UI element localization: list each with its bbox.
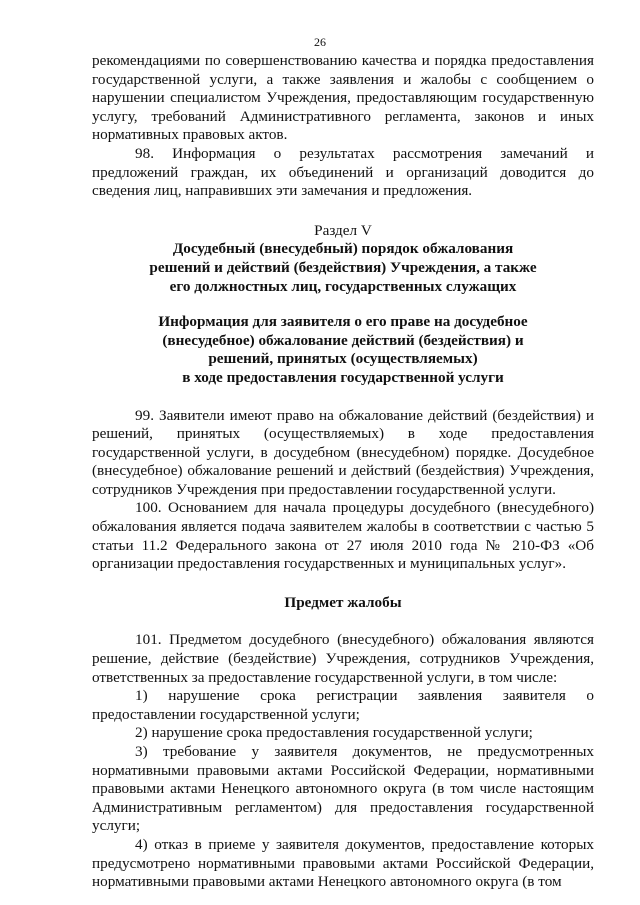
intro-paragraph: рекомендациями по совершенствованию качества и порядка предоставления государственной услуги, а также заявления и жалобы с сообщением о нарушении специалистом Учреждения, предоставляющим государственную услугу, требований Административного регламента, законов и иных нормативных правовых актов. bbox=[92, 52, 594, 144]
list-item-3: 3) требование у заявителя документов, не предусмотренных нормативными правовыми актами Российской Федерации, нормативными правовыми актами Ненецкого автономного округа (в том числе настоящим Административным регламентом) для предоставления государственной услуги; bbox=[92, 743, 594, 835]
paragraph-98: 98. Информация о результатах рассмотрения замечаний и предложений граждан, их объединений и организаций доводится до сведения лиц, направивших эти замечания и предложения. bbox=[92, 144, 594, 200]
subsection-heading bbox=[92, 313, 594, 387]
section-title-line-1: Досудебный (внесудебный) порядок обжалования bbox=[172, 240, 514, 258]
subsection-title-line-4: в ходе предоставления государственной услуги bbox=[182, 368, 504, 386]
paragraph-99: 99. Заявители имеют право на обжалование действий (бездействия) и решений, принятых (осуществляемых) в ходе предоставления государственной услуги, в досудебном (внесудебном) порядке. Досудебное (внесудебное) обжалование решений и действий (бездействия) Учреждения, сотрудников Учреждения при предоставлении государственной услуги. bbox=[92, 406, 594, 498]
list-item-4: 4) отказ в приеме у заявителя документов, предоставление которых предусмотрено нормативными правовыми актами Российской Федерации, нормативными правовыми актами Ненецкого автономного округа (в том bbox=[92, 835, 594, 891]
list-item-1: 1) нарушение срока регистрации заявления заявителя о предоставлении государственной услуги; bbox=[92, 687, 594, 723]
list-item-2: 2) нарушение срока предоставления государственной услуги; bbox=[135, 724, 533, 742]
section-title-line-3: его должностных лиц, государственных служащих bbox=[169, 277, 517, 295]
subsection-title-line-3: решений, принятых (осуществляемых) bbox=[208, 350, 478, 368]
section-heading bbox=[92, 222, 594, 296]
section-label: Раздел V bbox=[314, 221, 372, 239]
subsection-title-line-2: (внесудебное) обжалование действий (бездействия) и bbox=[162, 331, 524, 349]
subsection-title-line-1: Информация для заявителя о его праве на досудебное bbox=[158, 313, 528, 331]
page-number: 26 bbox=[314, 35, 326, 49]
section-title-line-2: решений и действий (бездействия) Учреждения, а также bbox=[149, 258, 537, 276]
paragraph-101: 101. Предметом досудебного (внесудебного) обжалования являются решение, действие (бездействие) Учреждения, сотрудников Учреждения, ответственных за предоставление государственной услуги, в том числе: bbox=[92, 631, 594, 686]
paragraph-100: 100. Основанием для начала процедуры досудебного (внесудебного) обжалования является подача заявителем жалобы в соответствии с частью 5 статьи 11.2 Федерального закона от 27 июля 2010 года № 210-ФЗ «Об организации предоставления государственных и муниципальных услуг». bbox=[92, 499, 594, 573]
subject-heading: Предмет жалобы bbox=[284, 593, 402, 611]
document-body bbox=[92, 52, 594, 892]
